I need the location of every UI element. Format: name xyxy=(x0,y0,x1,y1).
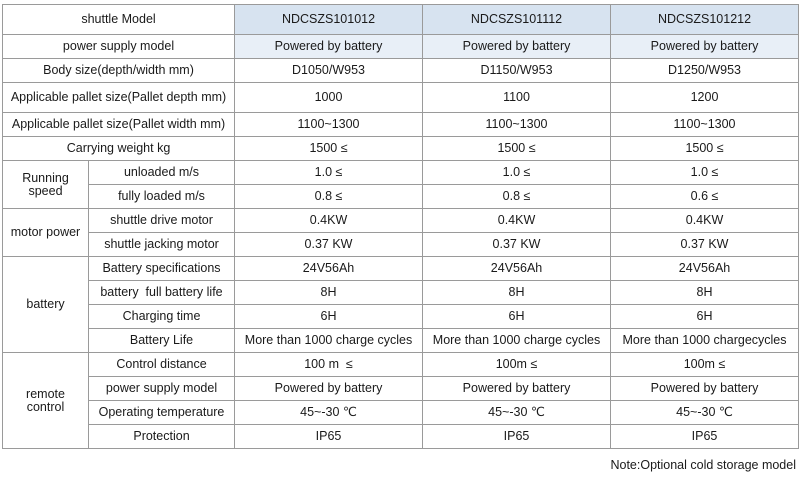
remote-power-row xyxy=(3,377,799,401)
cold-storage-note: Note:Optional cold storage model xyxy=(610,458,796,472)
running-speed-group: Running speed xyxy=(3,161,89,209)
remote-power-value-3: Powered by battery xyxy=(611,377,799,401)
charging-time-row xyxy=(3,305,799,329)
power-supply-label: power supply model xyxy=(3,35,235,59)
pallet-depth-value-3: 1200 xyxy=(611,83,799,113)
operating-temperature-value-1: 45~-30 ℃ xyxy=(235,401,423,425)
body-size-value-2: D1150/W953 xyxy=(423,59,611,83)
battery-life-value-3: More than 1000 chargecycles xyxy=(611,329,799,353)
loaded-speed-label: fully loaded m/s xyxy=(89,185,235,209)
unloaded-speed-value-3: 1.0 ≤ xyxy=(611,161,799,185)
operating-temperature-row xyxy=(3,401,799,425)
pallet-depth-row xyxy=(3,83,799,113)
carrying-weight-value-2: 1500 ≤ xyxy=(423,137,611,161)
drive-motor-value-1: 0.4KW xyxy=(235,209,423,233)
battery-life-row xyxy=(3,329,799,353)
loaded-speed-row xyxy=(3,185,799,209)
pallet-width-row xyxy=(3,113,799,137)
operating-temperature-label: Operating temperature xyxy=(89,401,235,425)
unloaded-speed-value-2: 1.0 ≤ xyxy=(423,161,611,185)
carrying-weight-label: Carrying weight kg xyxy=(3,137,235,161)
battery-life-value-2: More than 1000 charge cycles xyxy=(423,329,611,353)
protection-value-2: IP65 xyxy=(423,425,611,449)
spec-table xyxy=(2,4,799,449)
control-distance-value-1: 100 m ≤ xyxy=(235,353,423,377)
battery-spec-label: Battery specifications xyxy=(89,257,235,281)
charging-time-value-3: 6H xyxy=(611,305,799,329)
loaded-speed-value-2: 0.8 ≤ xyxy=(423,185,611,209)
pallet-width-value-2: 1100~1300 xyxy=(423,113,611,137)
unloaded-speed-row xyxy=(3,161,799,185)
pallet-width-value-1: 1100~1300 xyxy=(235,113,423,137)
control-distance-value-3: 100m ≤ xyxy=(611,353,799,377)
header-label: shuttle Model xyxy=(3,5,235,35)
battery-life-value-1: More than 1000 charge cycles xyxy=(235,329,423,353)
full-battery-life-value-3: 8H xyxy=(611,281,799,305)
remote-power-value-2: Powered by battery xyxy=(423,377,611,401)
full-battery-life-row xyxy=(3,281,799,305)
body-size-value-1: D1050/W953 xyxy=(235,59,423,83)
power-supply-row xyxy=(3,35,799,59)
remote-power-label: power supply model xyxy=(89,377,235,401)
battery-group: battery xyxy=(3,257,89,353)
protection-value-3: IP65 xyxy=(611,425,799,449)
full-battery-life-value-2: 8H xyxy=(423,281,611,305)
power-supply-value-1: Powered by battery xyxy=(235,35,423,59)
protection-row xyxy=(3,425,799,449)
control-distance-value-2: 100m ≤ xyxy=(423,353,611,377)
pallet-depth-label: Applicable pallet size(Pallet depth mm) xyxy=(3,83,235,113)
loaded-speed-value-1: 0.8 ≤ xyxy=(235,185,423,209)
battery-spec-value-1: 24V56Ah xyxy=(235,257,423,281)
carrying-weight-value-1: 1500 ≤ xyxy=(235,137,423,161)
drive-motor-value-2: 0.4KW xyxy=(423,209,611,233)
unloaded-speed-label: unloaded m/s xyxy=(89,161,235,185)
protection-value-1: IP65 xyxy=(235,425,423,449)
body-size-row xyxy=(3,59,799,83)
loaded-speed-value-3: 0.6 ≤ xyxy=(611,185,799,209)
operating-temperature-value-3: 45~-30 ℃ xyxy=(611,401,799,425)
battery-life-label: Battery Life xyxy=(89,329,235,353)
drive-motor-row xyxy=(3,209,799,233)
unloaded-speed-value-1: 1.0 ≤ xyxy=(235,161,423,185)
battery-spec-row xyxy=(3,257,799,281)
full-battery-life-value-1: 8H xyxy=(235,281,423,305)
motor-power-group: motor power xyxy=(3,209,89,257)
model-3: NDCSZS101212 xyxy=(611,5,799,35)
power-supply-value-3: Powered by battery xyxy=(611,35,799,59)
jacking-motor-value-1: 0.37 KW xyxy=(235,233,423,257)
charging-time-label: Charging time xyxy=(89,305,235,329)
header-row xyxy=(3,5,799,35)
control-distance-label: Control distance xyxy=(89,353,235,377)
drive-motor-label: shuttle drive motor xyxy=(89,209,235,233)
jacking-motor-value-2: 0.37 KW xyxy=(423,233,611,257)
body-size-value-3: D1250/W953 xyxy=(611,59,799,83)
model-2: NDCSZS101112 xyxy=(423,5,611,35)
pallet-depth-value-2: 1100 xyxy=(423,83,611,113)
jacking-motor-value-3: 0.37 KW xyxy=(611,233,799,257)
model-1: NDCSZS101012 xyxy=(235,5,423,35)
control-distance-row xyxy=(3,353,799,377)
remote-control-group: remote control xyxy=(3,353,89,449)
carrying-weight-value-3: 1500 ≤ xyxy=(611,137,799,161)
jacking-motor-label: shuttle jacking motor xyxy=(89,233,235,257)
jacking-motor-row xyxy=(3,233,799,257)
carrying-weight-row xyxy=(3,137,799,161)
remote-power-value-1: Powered by battery xyxy=(235,377,423,401)
battery-spec-value-3: 24V56Ah xyxy=(611,257,799,281)
charging-time-value-1: 6H xyxy=(235,305,423,329)
battery-spec-value-2: 24V56Ah xyxy=(423,257,611,281)
operating-temperature-value-2: 45~-30 ℃ xyxy=(423,401,611,425)
drive-motor-value-3: 0.4KW xyxy=(611,209,799,233)
pallet-depth-value-1: 1000 xyxy=(235,83,423,113)
protection-label: Protection xyxy=(89,425,235,449)
full-battery-life-label: battery full battery life xyxy=(89,281,235,305)
power-supply-value-2: Powered by battery xyxy=(423,35,611,59)
pallet-width-value-3: 1100~1300 xyxy=(611,113,799,137)
body-size-label: Body size(depth/width mm) xyxy=(3,59,235,83)
pallet-width-label: Applicable pallet size(Pallet width mm) xyxy=(3,113,235,137)
charging-time-value-2: 6H xyxy=(423,305,611,329)
